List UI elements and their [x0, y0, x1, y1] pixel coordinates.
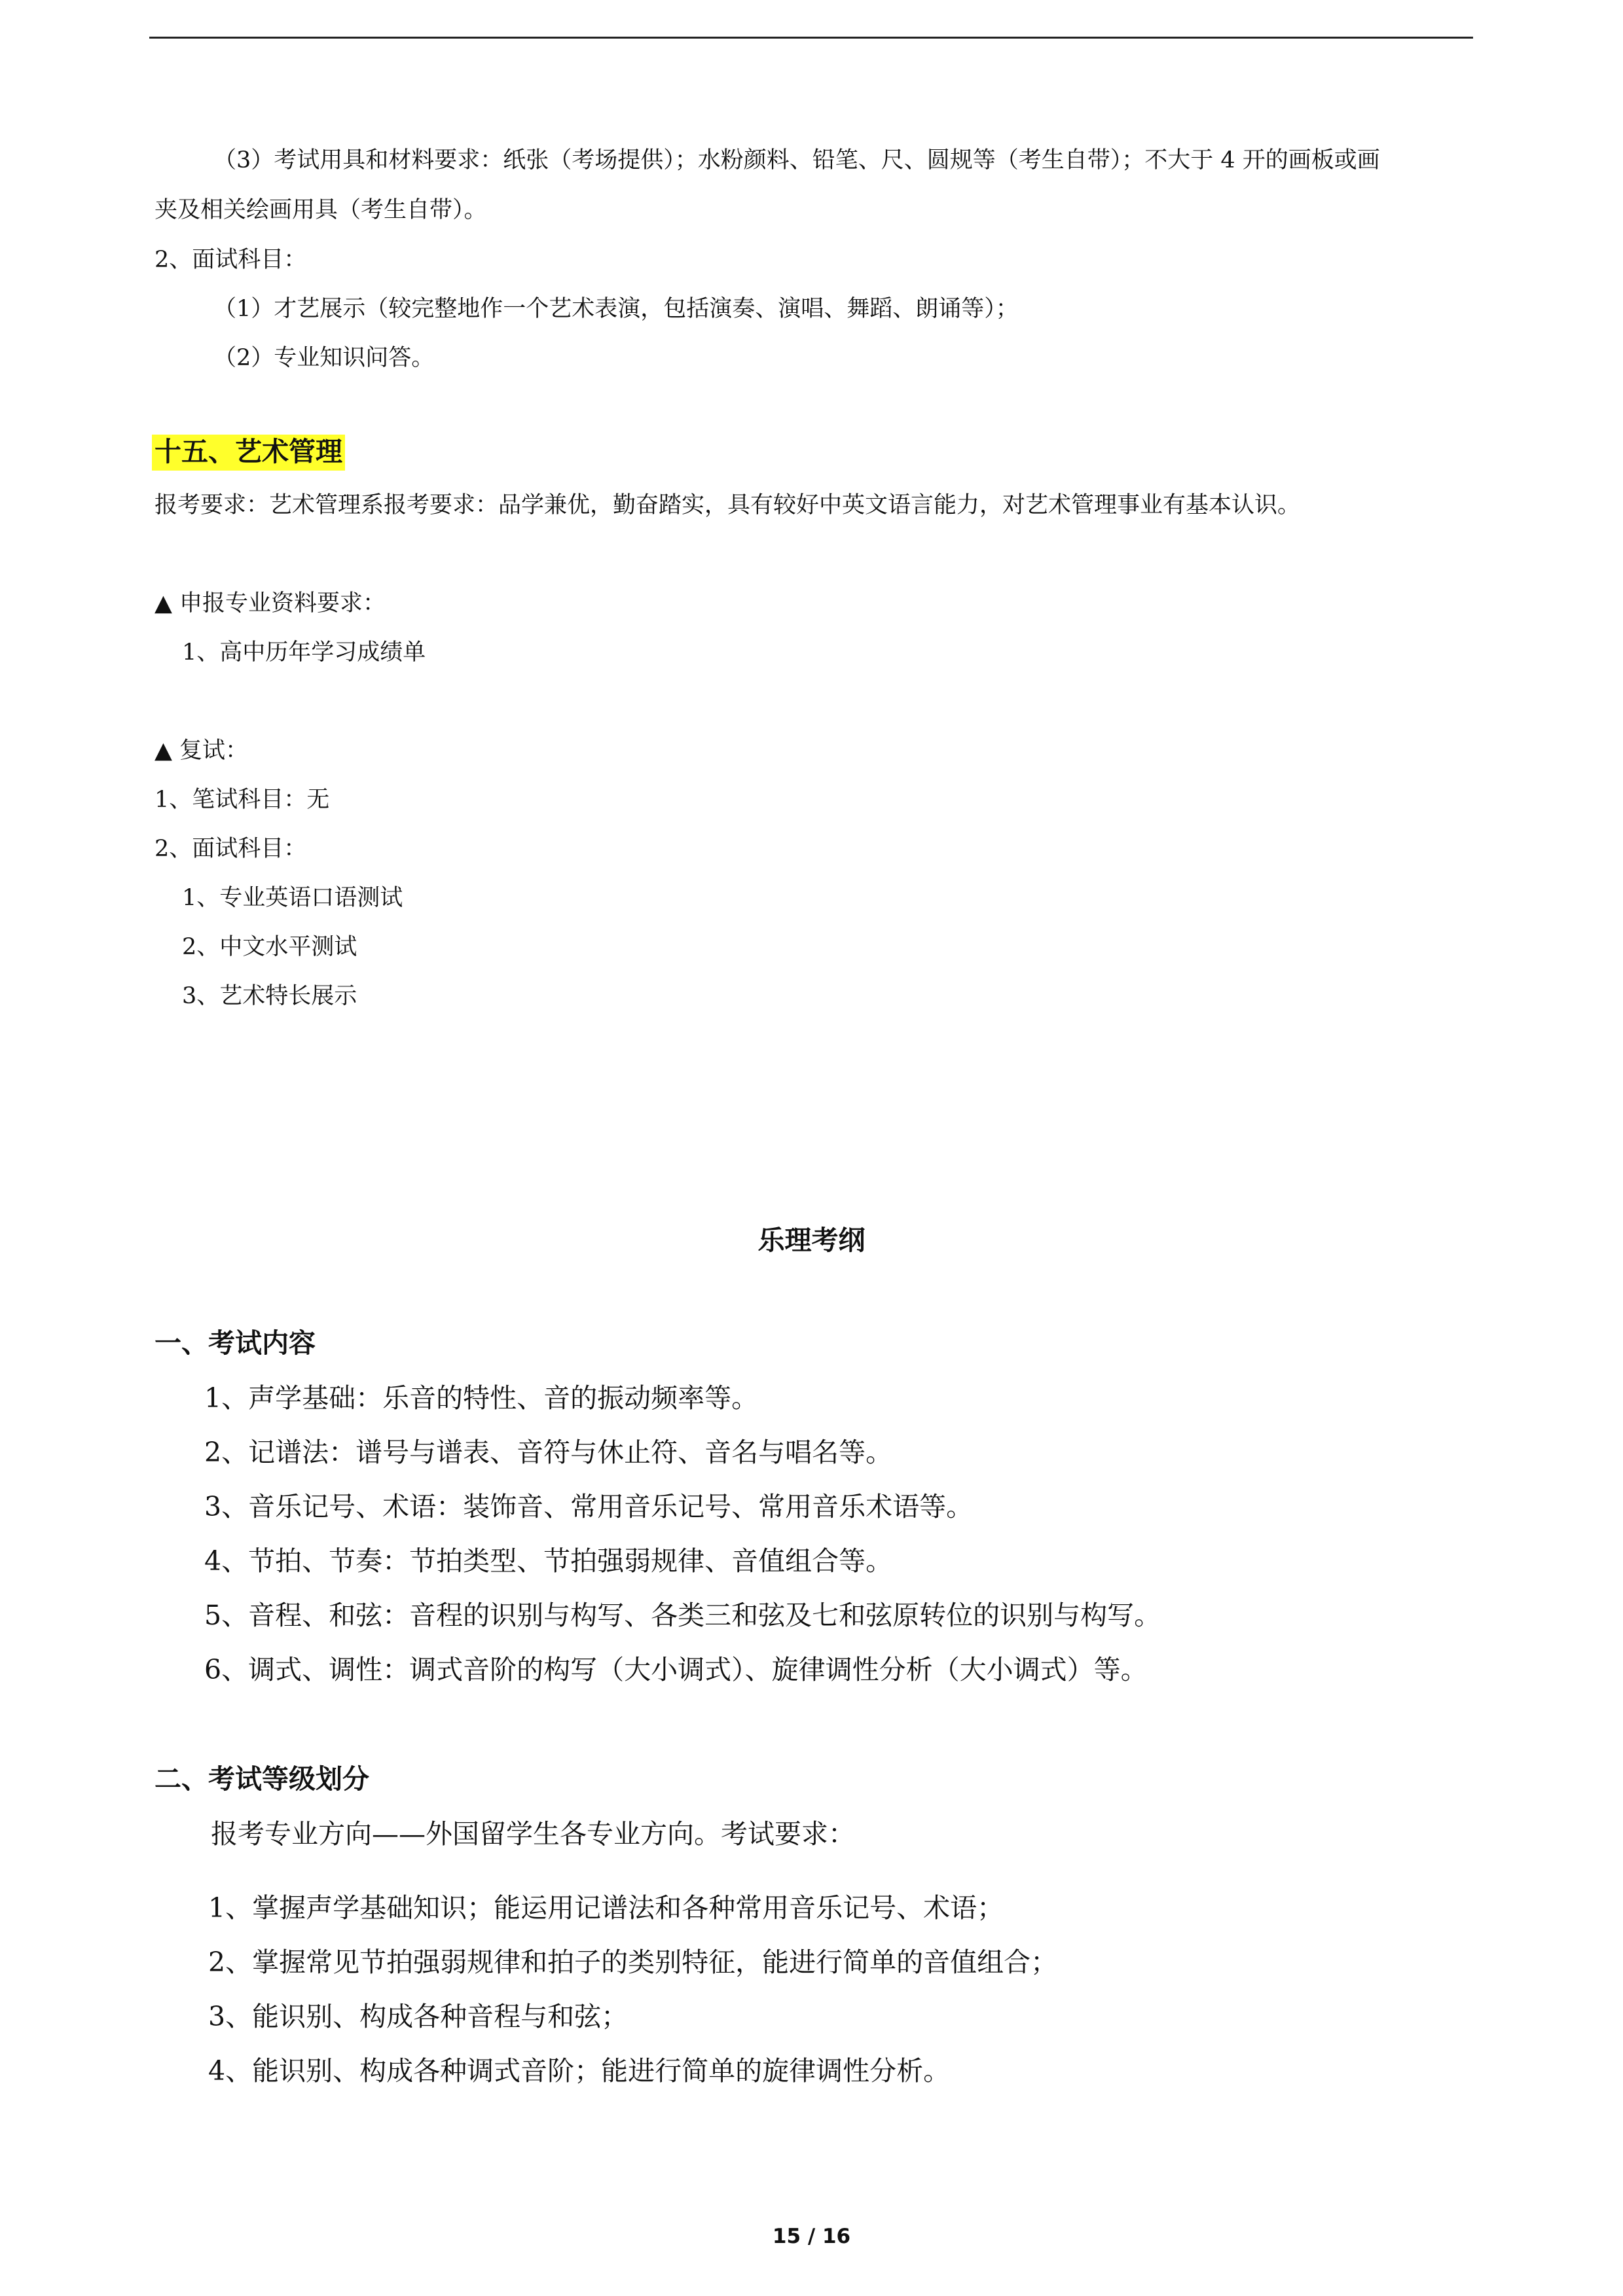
content-item: 2、记谱法：谱号与谱表、音符与休止符、音名与唱名等。	[204, 1437, 893, 1468]
materials-line-2: 夹及相关绘画用具（考生自带）。	[155, 197, 487, 223]
level-item: 4、能识别、构成各种调式音阶；能进行简单的旋律调性分析。	[208, 2055, 951, 2087]
interview-item: （1）才艺展示（较完整地作一个艺术表演，包括演奏、演唱、舞蹈、朗诵等）；	[213, 296, 1019, 322]
written-subject: 1、笔试科目：无	[155, 787, 330, 813]
content-item: 1、声学基础：乐音的特性、音的振动频率等。	[204, 1382, 759, 1414]
level-intro: 报考专业方向——外国留学生各专业方向。考试要求：	[211, 1818, 855, 1850]
interview-item: 2、中文水平测试	[182, 934, 357, 960]
materials-line-1: （3）考试用具和材料要求：纸张（考场提供）；水粉颜料、铅笔、尺、圆规等（考生自带）；不大于 4 开的画板或画	[213, 147, 1380, 173]
syllabus-title: 乐理考纲	[757, 1225, 866, 1256]
section-title-art-management: 十五、艺术管理	[152, 435, 345, 471]
content-item: 5、音程、和弦：音程的识别与构写、各类三和弦及七和弦原转位的识别与构写。	[204, 1600, 1161, 1631]
section-requirement: 报考要求：艺术管理系报考要求：品学兼优，勤奋踏实，具有较好中英文语言能力，对艺术管理事业有基本认识。	[155, 492, 1301, 518]
level-item: 2、掌握常见节拍强弱规律和拍子的类别特征，能进行简单的音值组合；	[208, 1946, 1058, 1978]
interview-item: （2）专业知识问答。	[213, 345, 435, 371]
content-item: 3、音乐记号、术语：装饰音、常用音乐记号、常用音乐术语等。	[204, 1491, 974, 1522]
interview-item: 3、艺术特长展示	[182, 983, 357, 1009]
retest-heading: ▲ 复试：	[155, 738, 249, 764]
content-item: 6、调式、调性：调式音阶的构写（大小调式）、旋律调性分析（大小调式）等。	[204, 1654, 1148, 1685]
page-number: 15 / 16	[772, 2225, 851, 2248]
materials-item: 1、高中历年学习成绩单	[182, 639, 426, 666]
header-rule	[149, 37, 1473, 39]
interview-item: 1、专业英语口语测试	[182, 885, 403, 911]
materials-heading: ▲ 申报专业资料要求：	[155, 590, 386, 617]
exam-level-heading: 二、考试等级划分	[155, 1763, 369, 1795]
interview-heading: 2、面试科目：	[155, 247, 307, 273]
level-item: 1、掌握声学基础知识；能运用记谱法和各种常用音乐记号、术语；	[208, 1892, 1004, 1924]
interview-heading: 2、面试科目：	[155, 836, 307, 862]
content-item: 4、节拍、节奏：节拍类型、节拍强弱规律、音值组合等。	[204, 1545, 893, 1577]
level-item: 3、能识别、构成各种音程与和弦；	[208, 2001, 629, 2032]
exam-content-heading: 一、考试内容	[155, 1327, 316, 1359]
